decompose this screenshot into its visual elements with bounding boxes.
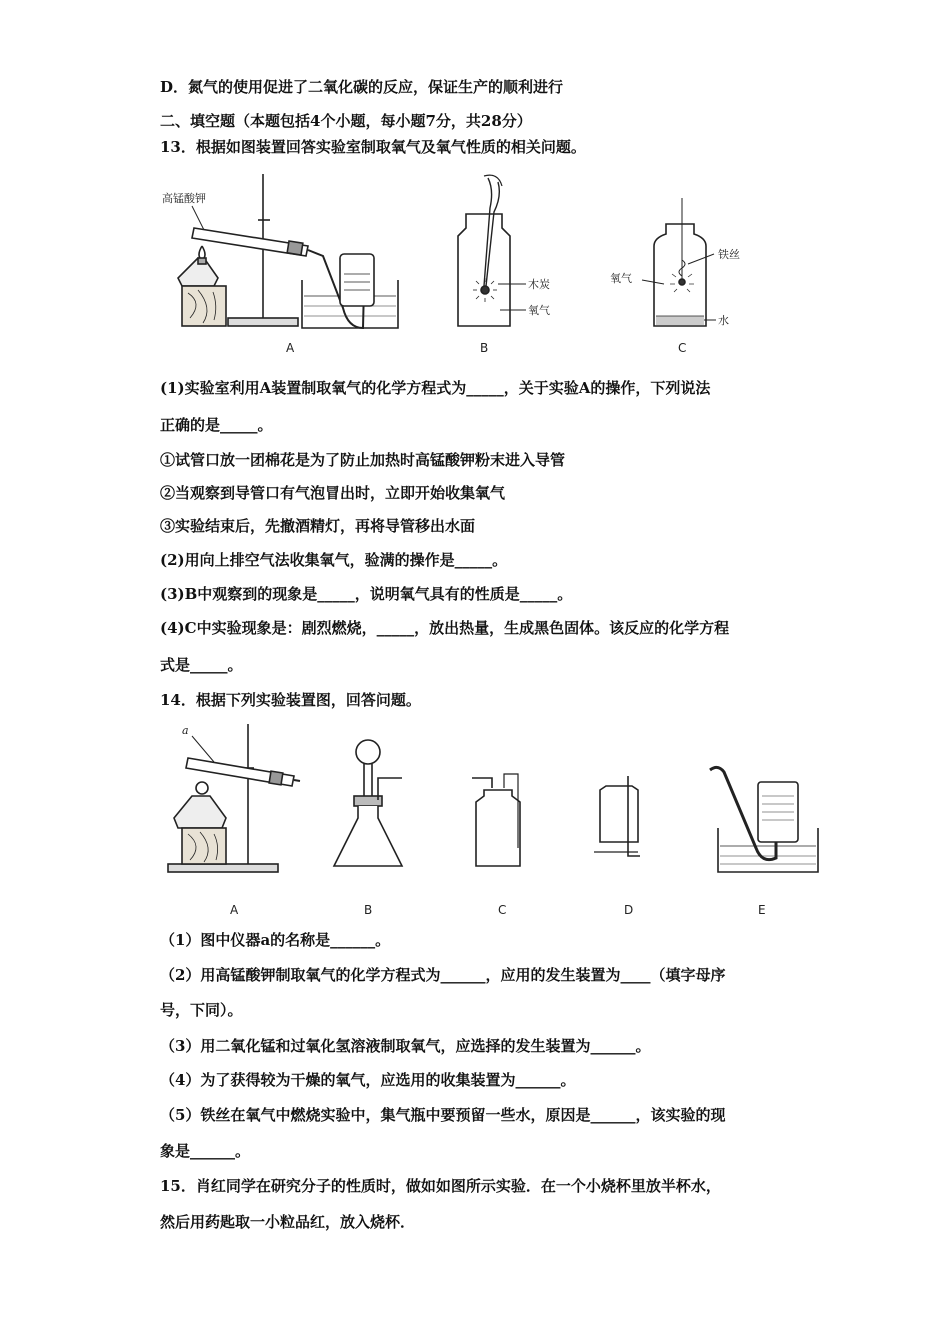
q14-part1: （1）图中仪器a的名称是______。	[160, 931, 391, 949]
figure-13	[158, 168, 798, 358]
q14-part5-a: （5）铁丝在氧气中燃烧实验中，集气瓶中要预留一些水，原因是______，该实验的现	[160, 1106, 726, 1124]
option-d: D．氮气的使用促进了二氧化碳的反应，保证生产的顺利进行	[160, 78, 564, 96]
apparatus-14b	[334, 740, 402, 917]
caption-13a: A	[286, 341, 295, 355]
label-charcoal: 木炭	[528, 278, 550, 291]
apparatus-14c	[472, 774, 520, 917]
caption-13c: C	[678, 341, 687, 355]
q13-option-2: ②当观察到导管口有气泡冒出时，立即开始收集氧气	[160, 484, 506, 502]
q13-part1-a: (1)实验室利用A装置制取氧气的化学方程式为_____，关于实验A的操作，下列说法	[160, 379, 711, 397]
q13-option-1: ①试管口放一团棉花是为了防止加热时高锰酸钾粉末进入导管	[160, 451, 566, 469]
question-15-a: 15．肖红同学在研究分子的性质时，做如如图所示实验．在一个小烧杯里放半杯水，	[160, 1177, 721, 1195]
caption-14c: C	[498, 903, 507, 917]
q14-part2-b: 号，下同）。	[160, 1001, 243, 1019]
apparatus-13b	[458, 175, 550, 355]
apparatus-14d	[594, 776, 640, 917]
label-a: a	[182, 724, 189, 737]
label-iron-wire: 铁丝	[718, 248, 740, 261]
caption-14e: E	[758, 903, 766, 917]
figure-14	[158, 718, 828, 920]
q14-part2-a: （2）用高锰酸钾制取氧气的化学方程式为______，应用的发生装置为____（填字母序	[160, 966, 726, 984]
q13-part2: (2)用向上排空气法收集氧气，验满的操作是_____。	[160, 551, 508, 569]
section-heading: 二、填空题（本题包括4个小题，每小题7分，共28分）	[160, 112, 532, 130]
q14-part3: （3）用二氧化锰和过氧化氢溶液制取氧气，应选择的发生装置为______。	[160, 1037, 651, 1055]
label-oxygen-c: 氧气	[610, 272, 632, 285]
q13-option-3: ③实验结束后，先撤酒精灯，再将导管移出水面	[160, 517, 476, 535]
q13-part4-b: 式是_____。	[160, 656, 243, 674]
label-water: 水	[718, 314, 729, 327]
apparatus-14e	[710, 767, 818, 917]
apparatus-14a	[168, 724, 300, 917]
label-oxygen: 氧气	[528, 304, 550, 317]
question-14: 14．根据下列实验装置图，回答问题。	[160, 691, 421, 709]
q14-part4: （4）为了获得较为干燥的氧气，应选用的收集装置为______。	[160, 1071, 576, 1089]
question-13: 13．根据如图装置回答实验室制取氧气及氧气性质的相关问题。	[160, 138, 586, 156]
q13-part4-a: (4)C中实验现象是：剧烈燃烧，_____，放出热量，生成黑色固体。该反应的化学方程	[160, 619, 730, 637]
caption-13b: B	[480, 341, 489, 355]
apparatus-13c	[610, 198, 740, 355]
caption-14a: A	[230, 903, 239, 917]
caption-14b: B	[364, 903, 373, 917]
q13-part1-b: 正确的是_____。	[160, 416, 273, 434]
question-15-b: 然后用药匙取一小粒品红，放入烧杯．	[160, 1213, 416, 1231]
q13-part3: (3)B中观察到的现象是_____，说明氧气具有的性质是_____。	[160, 585, 573, 603]
label-kmno4: 高锰酸钾	[162, 192, 206, 205]
apparatus-13a	[162, 174, 398, 355]
q14-part5-b: 象是______。	[160, 1142, 251, 1160]
caption-14d: D	[624, 903, 634, 917]
